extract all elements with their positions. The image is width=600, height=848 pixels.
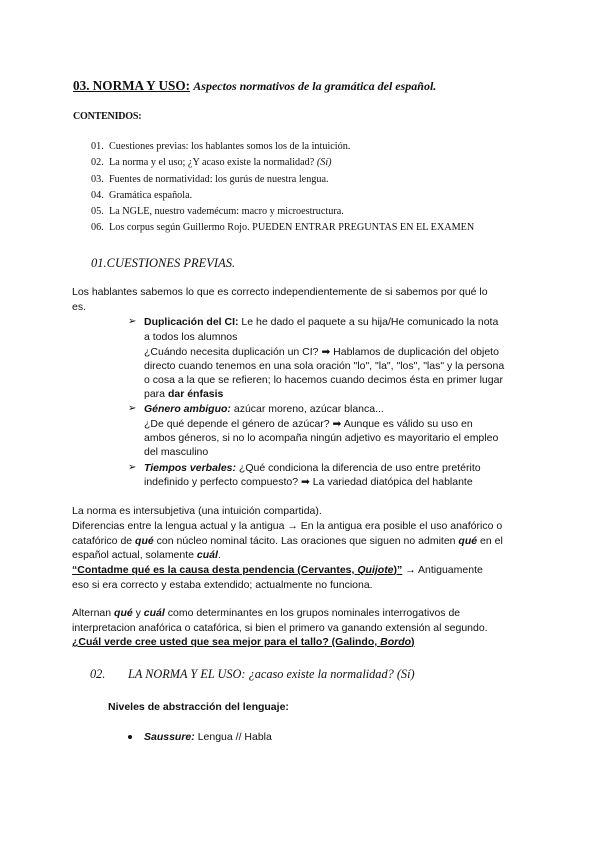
bullet-line: Duplicación del CI: Le he dado el paquete a su hija/He comunicado la nota xyxy=(144,316,499,328)
paragraph-line: catafórico de qué con núcleo nominal tácito. Las oraciones que siguen no admiten qué en el xyxy=(72,535,503,547)
intro-line: Los hablantes sabemos lo que es correcto independientemente de si sabemos por qué lo xyxy=(72,286,488,298)
contents-heading: CONTENIDOS: xyxy=(73,111,142,122)
bullet-head: Género ambiguo: xyxy=(144,403,231,415)
quote-line: ¿Cuál verde cree usted que sea mejor para el tallo? (Galindo, Bordo) xyxy=(72,636,415,648)
paragraph-line: interpretacion anafórica o catafórica, si bien el primero va ganando extensión al segundo. xyxy=(72,622,488,634)
toc-number: 04. xyxy=(91,190,104,201)
bullet-line: Tiempos verbales: ¿Qué condiciona la diferencia de uso entre pretérito xyxy=(144,462,481,474)
toc-number: 06. xyxy=(91,222,104,233)
toc-number: 05. xyxy=(91,206,104,217)
bullet-line: directo cuando tenemos en una sola oración "lo", "la", "los", "las" y la persona xyxy=(144,360,505,372)
bullet-line: indefinido y perfecto compuesto? ➡ La variedad diatópica del hablante xyxy=(144,476,473,488)
toc-text: Fuentes de normatividad: los gurús de nuestra lengua. xyxy=(109,174,329,185)
intro-line: es. xyxy=(72,301,87,313)
quote-text: “Contadme qué es la causa desta pendencia (Cervantes, xyxy=(72,564,358,576)
subheading: Niveles de abstracción del lenguaje: xyxy=(108,701,289,713)
arrow-bullet-icon: ➢ xyxy=(128,316,137,327)
toc-text: Gramática española. xyxy=(109,190,193,201)
toc-text: Cuestiones previas: los hablantes somos los de la intuición. xyxy=(109,141,351,152)
emphasis-text: dar énfasis xyxy=(167,388,224,400)
bullet-line: a todos los alumnos xyxy=(144,331,238,343)
toc-text: La NGLE, nuestro vademécum: macro y microestructura. xyxy=(109,206,344,217)
toc-number: 02. xyxy=(91,157,104,168)
paragraph-line: Alternan qué y cuál como determinantes en los grupos nominales interrogativos de xyxy=(72,607,461,619)
quote-line: “Contadme qué es la causa desta pendencia (Cervantes, Quijote)” → Antiguamente xyxy=(72,564,483,576)
section-heading-1: 01.CUESTIONES PREVIAS. xyxy=(91,256,236,270)
quote-text: ¿Cuál verde cree usted que sea mejor para el tallo? (Galindo, xyxy=(72,636,381,648)
toc-item xyxy=(91,222,474,233)
toc-text: Los corpus según Guillermo Rojo. PUEDEN ENTRAR PREGUNTAS EN EL EXAMEN xyxy=(109,222,475,233)
toc-extra: (Sí) xyxy=(316,157,332,168)
bullet-line: ambos géneros, si no lo acompaña ningún adjetivo es mayoritario el empleo xyxy=(144,432,499,444)
bullet-dot-icon xyxy=(128,735,132,739)
bullet-head: Tiempos verbales: xyxy=(144,462,237,474)
paragraph-line: español actual, solamente cuál. xyxy=(72,549,221,561)
paragraph-line: Diferencias entre la lengua actual y la antigua → En la antigua era posible el uso anafórico o xyxy=(72,520,503,532)
bullet-line: del masculino xyxy=(144,446,209,458)
title-subtitle: Aspectos normativos de la gramática del español. xyxy=(193,79,437,93)
bullet-head: Duplicación del CI: xyxy=(144,316,239,328)
bullet-line: o cosa a la que se refieren; lo hacemos cuando decimos ésta en primer lugar xyxy=(144,374,503,386)
title-number: 03. NORMA Y USO: xyxy=(73,78,190,93)
toc-text: La norma y el uso; ¿Y acaso existe la normalidad? xyxy=(109,157,317,168)
toc-item xyxy=(91,157,332,168)
saussure-item: Saussure: Lengua // Habla xyxy=(144,731,272,743)
paragraph-line: La norma es intersubjetiva (una intuición compartida). xyxy=(72,505,322,517)
toc-number: 03. xyxy=(91,174,104,185)
arrow-bullet-icon: ➢ xyxy=(128,403,137,414)
toc-item xyxy=(91,174,329,185)
document-title xyxy=(73,78,436,94)
bullet-line: Género ambiguo: azúcar moreno, azúcar blanca... xyxy=(144,403,384,415)
bullet-line: ¿De qué depende el género de azúcar? ➡ Aunque es válido su uso en xyxy=(144,418,473,430)
toc-number: 01. xyxy=(91,141,104,152)
toc-item xyxy=(91,206,344,217)
toc-item xyxy=(91,141,350,152)
bullet-line: ¿Cuándo necesita duplicación un CI? ➡ Hablamos de duplicación del objeto xyxy=(144,346,499,358)
section-heading-2: 02. LA NORMA Y EL USO: ¿acaso existe la normalidad? (Sí) xyxy=(90,667,415,681)
paragraph-line: eso si era correcto y estaba extendido; actualmente no funciona. xyxy=(72,579,373,591)
arrow-bullet-icon: ➢ xyxy=(128,462,137,473)
toc-item xyxy=(91,190,192,201)
bullet-line: para dar énfasis xyxy=(144,388,224,400)
